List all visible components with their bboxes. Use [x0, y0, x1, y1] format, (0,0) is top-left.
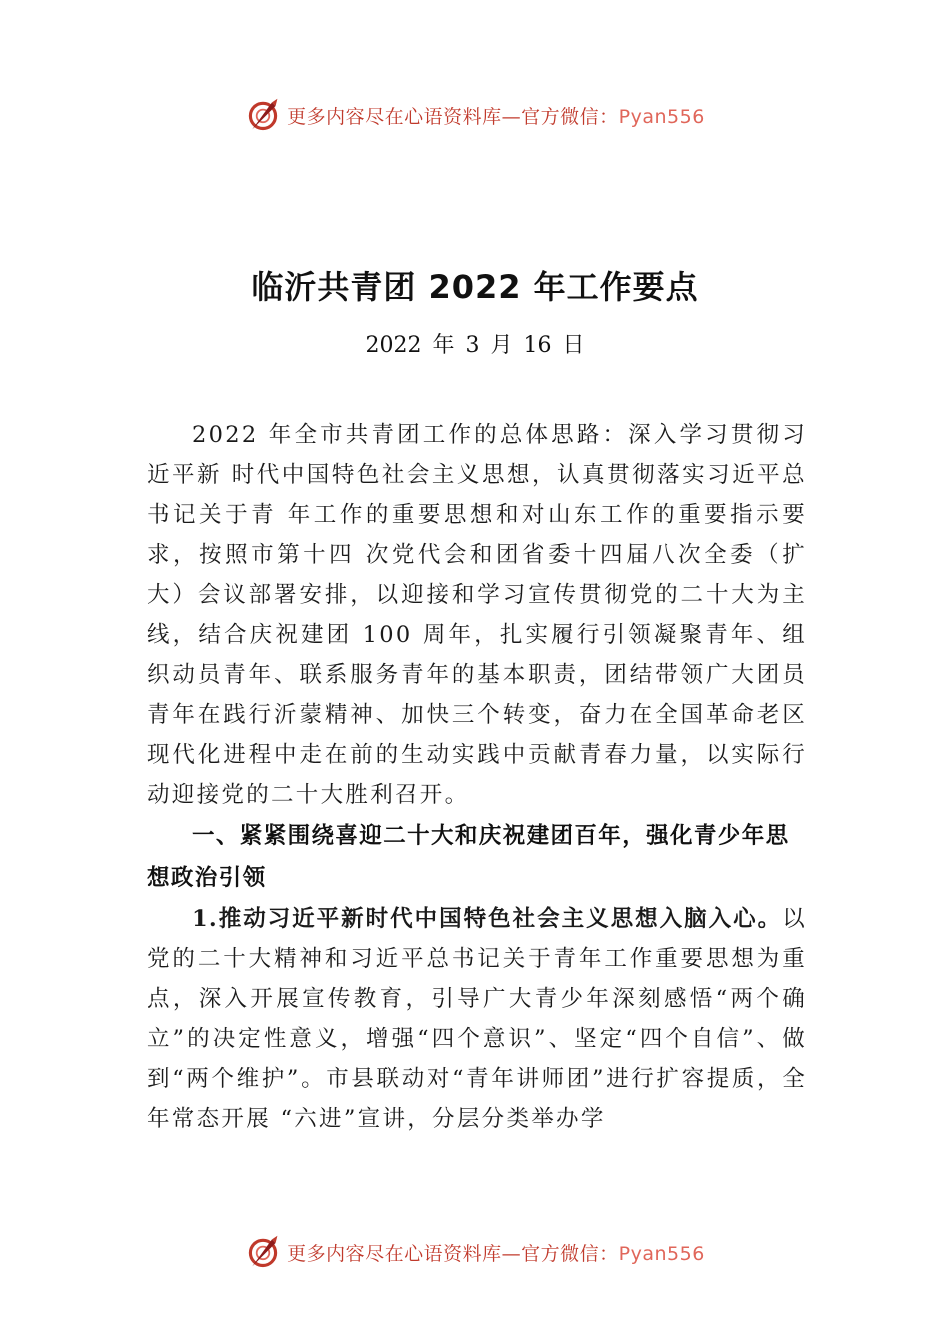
watermark-text: 更多内容尽在心语资料库—官方微信： — [287, 105, 619, 128]
document-date: 2022 年 3 月 16 日 — [365, 333, 585, 358]
feather-logo-icon — [245, 1234, 281, 1270]
intro-paragraph: 2022 年全市共青团工作的总体思路：深入学习贯彻习近平新 时代中国特色社会主义思想，认真贯彻落实习近平总书记关于青 年工作的重要思想和对山东工作的重要指示要求，按照市第十四 次党代会和团省委十四届八次全委（扩大）会议部署安排，以迎接和学习宣传贯彻党的二十大为主线，结合庆祝建团 100 周年，扎实履行引领凝聚青年、组织动员青年、联系服务青年的基本职责，团结带领广大团员青年在践行沂蒙精神、加快三个转变，奋力在全国革命老区现代化进程中走在前的生动实践中贡献青春力量，以实际行动迎接党的二十大胜利召开。 — [147, 422, 807, 808]
item-paragraph-1 — [147, 899, 807, 1139]
document-body — [147, 415, 807, 1139]
watermark-wechat-id: Pyan556 — [618, 1242, 705, 1265]
item-body-1: 以党的二十大精神和习近平总书记关于青年工作重要思想为重点，深入开展宣传教育，引导广大青少年深刻感悟“两个确立”的决定性意义，增强“四个意识”、坚定“四个自信”、做到“两个维护”。市县联动对“青年讲师团”进行扩容提质，全年常态开展 “六进”宣讲，分层分类举办学 — [147, 906, 807, 1132]
watermark-footer — [0, 1232, 950, 1272]
item-lead-1: 1.推动习近平新时代中国特色社会主义思想入脑入心。 — [192, 906, 783, 932]
watermark-header — [0, 95, 950, 135]
watermark-text: 更多内容尽在心语资料库—官方微信： — [287, 1242, 619, 1265]
feather-logo-icon — [245, 97, 281, 133]
document-title: 临沂共青团 2022 年工作要点 — [251, 268, 699, 306]
section-heading-1: 一、紧紧围绕喜迎二十大和庆祝建团百年，强化青少年思想政治引领 — [147, 823, 790, 891]
watermark-wechat-id: Pyan556 — [618, 105, 705, 128]
